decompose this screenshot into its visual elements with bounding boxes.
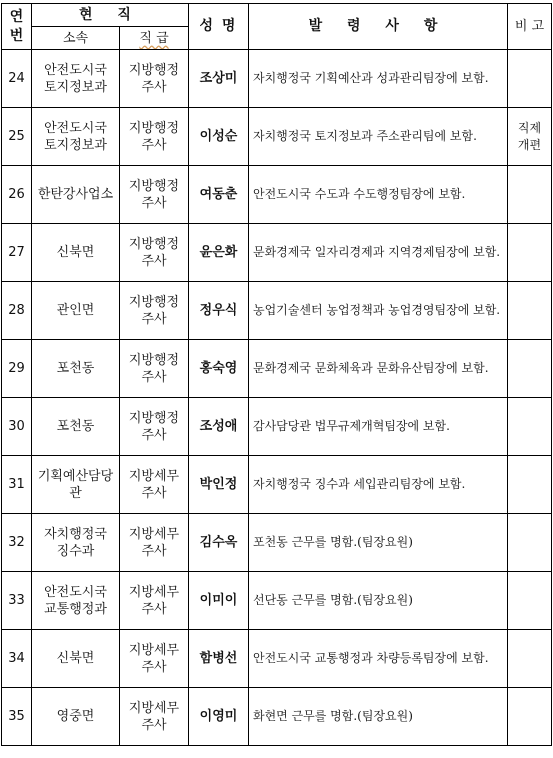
- row-number: [2, 50, 32, 108]
- row-department: [32, 166, 120, 224]
- row-number-text: 35: [8, 709, 25, 724]
- row-note: [508, 50, 552, 108]
- header-name-label: 성 명: [199, 18, 238, 34]
- row-name: [189, 224, 249, 282]
- row-rank-text: 지방세무 주사: [128, 584, 180, 617]
- table-body: [2, 50, 552, 746]
- row-rank: [120, 282, 189, 340]
- row-appointment-order-text: 농업기술센터 농업정책과 농업경영팀장에 보함.: [253, 303, 501, 317]
- row-appointment-order: [249, 166, 508, 224]
- row-note: [508, 166, 552, 224]
- row-department: [32, 630, 120, 688]
- row-name-text: 김수옥: [199, 535, 238, 550]
- row-number-text: 28: [8, 303, 25, 318]
- row-name-text: 윤은화: [199, 245, 238, 260]
- row-appointment-order-text: 자치행정국 기획예산과 성과관리팀장에 보함.: [253, 71, 489, 85]
- row-name-text: 이영미: [199, 709, 238, 724]
- table-row: [2, 572, 552, 630]
- row-name: [189, 108, 249, 166]
- header-current: [32, 4, 189, 27]
- row-department: [32, 398, 120, 456]
- row-rank: [120, 630, 189, 688]
- header-current-label: 현 직: [79, 6, 141, 23]
- row-appointment-order: [249, 50, 508, 108]
- header-rank-label: 직 급: [139, 30, 169, 46]
- row-number-text: 32: [8, 535, 25, 550]
- row-rank-text: 지방행정 주사: [128, 410, 180, 443]
- row-number: [2, 166, 32, 224]
- row-number: [2, 456, 32, 514]
- row-note: [508, 456, 552, 514]
- header-note: [508, 4, 552, 50]
- row-name: [189, 688, 249, 746]
- row-name-text: 이성순: [199, 129, 238, 144]
- row-name-text: 정우식: [199, 303, 238, 318]
- row-note: [508, 282, 552, 340]
- row-rank: [120, 456, 189, 514]
- row-rank-text: 지방세무 주사: [128, 468, 180, 501]
- header-name: [189, 4, 249, 50]
- row-name: [189, 572, 249, 630]
- row-name: [189, 398, 249, 456]
- row-rank: [120, 224, 189, 282]
- row-appointment-order: [249, 398, 508, 456]
- row-department: [32, 688, 120, 746]
- personnel-appointment-table: [1, 3, 552, 746]
- row-appointment-order: [249, 108, 508, 166]
- header-dept: [32, 27, 120, 50]
- table-row: [2, 514, 552, 572]
- row-name: [189, 514, 249, 572]
- row-number-text: 34: [8, 651, 25, 666]
- table-row: [2, 340, 552, 398]
- row-rank-text: 지방세무 주사: [128, 700, 180, 733]
- row-number: [2, 630, 32, 688]
- header-rank: [120, 27, 189, 50]
- header-order-label: 발 령 사 항: [308, 18, 448, 34]
- row-appointment-order-text: 감사담당관 법무규제개혁팀장에 보함.: [253, 419, 450, 433]
- row-department: [32, 340, 120, 398]
- table-row: [2, 688, 552, 746]
- row-appointment-order: [249, 340, 508, 398]
- row-number: [2, 398, 32, 456]
- row-appointment-order: [249, 572, 508, 630]
- row-rank-text: 지방행정 주사: [128, 236, 180, 269]
- header-order: [249, 4, 508, 50]
- header-dept-label: 소속: [62, 30, 89, 46]
- row-note: [508, 108, 552, 166]
- row-rank: [120, 50, 189, 108]
- table-row: [2, 282, 552, 340]
- row-name-text: 홍숙영: [199, 361, 238, 376]
- row-name: [189, 630, 249, 688]
- row-rank: [120, 166, 189, 224]
- row-department: [32, 108, 120, 166]
- row-appointment-order-text: 안전도시국 교통행정과 차량등록팀장에 보함.: [253, 651, 489, 665]
- row-number: [2, 514, 32, 572]
- row-appointment-order-text: 문화경제국 일자리경제과 지역경제팀장에 보함.: [253, 245, 501, 259]
- table-row: [2, 166, 552, 224]
- row-number: [2, 688, 32, 746]
- row-rank-text: 지방행정 주사: [128, 62, 180, 95]
- row-department-text: 영중면: [56, 709, 95, 724]
- row-note: [508, 224, 552, 282]
- row-note: [508, 398, 552, 456]
- row-note: [508, 514, 552, 572]
- row-name-text: 조상미: [199, 71, 238, 86]
- row-department-text: 안전도시국 토지정보과: [44, 62, 107, 95]
- row-note-text: 직제 개편: [517, 120, 542, 152]
- header-no-line2: 번: [9, 27, 24, 44]
- table-row: [2, 50, 552, 108]
- row-number-text: 27: [8, 245, 25, 260]
- row-rank-text: 지방행정 주사: [128, 294, 180, 327]
- row-appointment-order: [249, 514, 508, 572]
- row-note: [508, 340, 552, 398]
- row-department: [32, 514, 120, 572]
- row-department: [32, 224, 120, 282]
- row-appointment-order: [249, 456, 508, 514]
- row-name-text: 조성애: [199, 419, 238, 434]
- row-department: [32, 456, 120, 514]
- row-number: [2, 108, 32, 166]
- row-department: [32, 50, 120, 108]
- table-row: [2, 456, 552, 514]
- row-appointment-order: [249, 688, 508, 746]
- table-row: [2, 108, 552, 166]
- table-row: [2, 630, 552, 688]
- row-rank: [120, 688, 189, 746]
- row-number-text: 30: [8, 419, 25, 434]
- row-department: [32, 572, 120, 630]
- row-number: [2, 340, 32, 398]
- row-name-text: 이미이: [199, 593, 238, 608]
- table-row: [2, 398, 552, 456]
- row-number-text: 26: [8, 187, 25, 202]
- row-department-text: 신북면: [56, 245, 95, 260]
- row-number-text: 33: [8, 593, 25, 608]
- row-number-text: 25: [8, 129, 25, 144]
- row-department-text: 포천동: [56, 361, 95, 376]
- row-name: [189, 282, 249, 340]
- row-number: [2, 572, 32, 630]
- row-appointment-order: [249, 224, 508, 282]
- row-rank-text: 지방행정 주사: [128, 120, 180, 153]
- row-number-text: 24: [8, 71, 25, 86]
- row-appointment-order: [249, 282, 508, 340]
- row-number: [2, 224, 32, 282]
- header-note-label: 비 고: [514, 19, 545, 34]
- row-appointment-order-text: 자치행정국 토지정보과 주소관리팀에 보함.: [253, 129, 477, 143]
- row-rank: [120, 108, 189, 166]
- row-appointment-order-text: 안전도시국 수도과 수도행정팀장에 보함.: [253, 187, 466, 201]
- row-rank-text: 지방행정 주사: [128, 178, 180, 211]
- header-no: [2, 4, 32, 50]
- row-name: [189, 456, 249, 514]
- row-number: [2, 282, 32, 340]
- table-row: [2, 224, 552, 282]
- row-department: [32, 282, 120, 340]
- row-department-text: 신북면: [56, 651, 95, 666]
- row-note: [508, 688, 552, 746]
- row-rank-text: 지방세무 주사: [128, 526, 180, 559]
- row-appointment-order-text: 문화경제국 문화체육과 문화유산팀장에 보함.: [253, 361, 489, 375]
- row-name-text: 함병선: [199, 651, 238, 666]
- row-appointment-order-text: 자치행정국 징수과 세입관리팀장에 보함.: [253, 477, 466, 491]
- row-rank: [120, 572, 189, 630]
- row-note: [508, 572, 552, 630]
- row-name: [189, 340, 249, 398]
- row-department-text: 안전도시국 토지정보과: [44, 120, 107, 153]
- row-name-text: 여동춘: [199, 187, 238, 202]
- row-number-text: 29: [8, 361, 25, 376]
- row-department-text: 한탄강사업소: [37, 187, 114, 202]
- row-department-text: 관인면: [56, 303, 95, 318]
- row-rank: [120, 514, 189, 572]
- row-number-text: 31: [8, 477, 25, 492]
- row-department-text: 포천동: [56, 419, 95, 434]
- row-rank: [120, 340, 189, 398]
- row-department-text: 기획예산담당관: [37, 468, 114, 501]
- header-no-line1: 연: [9, 8, 24, 25]
- row-appointment-order-text: 화현면 근무를 명함.(팀장요원): [253, 709, 413, 723]
- row-note: [508, 630, 552, 688]
- row-name-text: 박인정: [199, 477, 238, 492]
- row-name: [189, 50, 249, 108]
- row-appointment-order-text: 선단동 근무를 명함.(팀장요원): [253, 593, 413, 607]
- row-appointment-order: [249, 630, 508, 688]
- row-name: [189, 166, 249, 224]
- row-rank-text: 지방세무 주사: [128, 642, 180, 675]
- row-rank-text: 지방행정 주사: [128, 352, 180, 385]
- row-rank: [120, 398, 189, 456]
- row-department-text: 자치행정국 징수과: [44, 526, 107, 559]
- row-department-text: 안전도시국 교통행정과: [44, 584, 107, 617]
- row-appointment-order-text: 포천동 근무를 명함.(팀장요원): [253, 535, 413, 549]
